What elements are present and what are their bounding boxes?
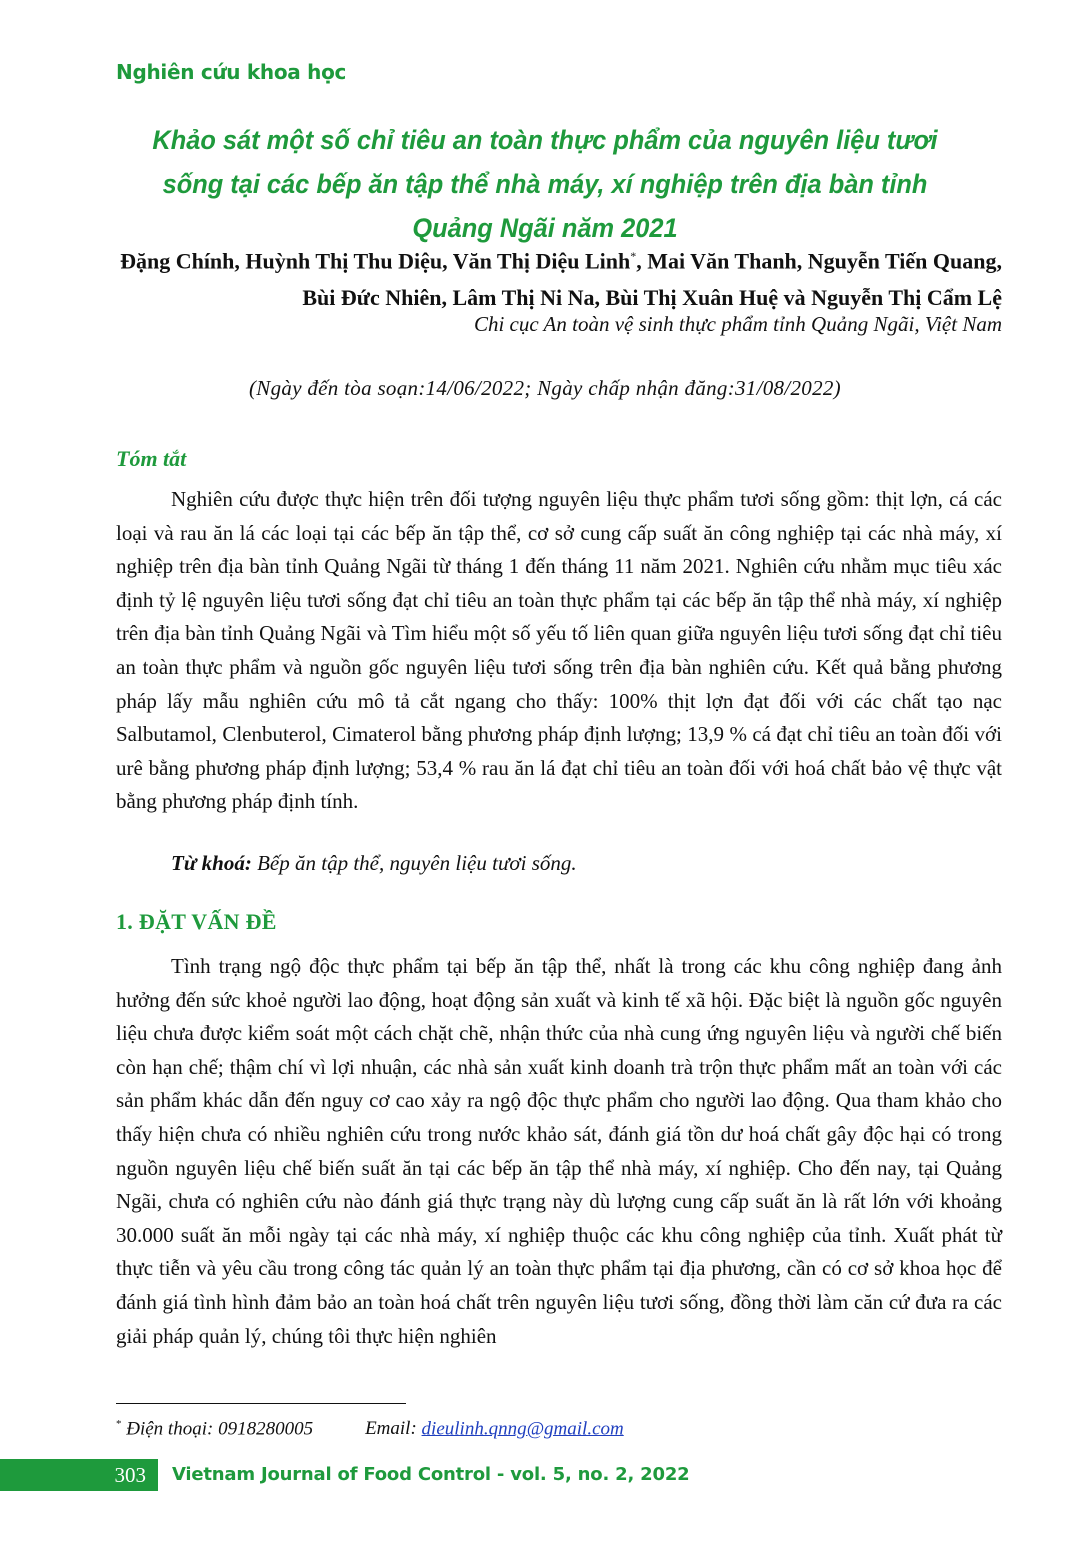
keywords (171, 851, 577, 876)
email-link[interactable]: dieulinh.qnng@gmail.com (421, 1418, 624, 1440)
footnote-phone: Điện thoại: 0918280005 (121, 1418, 314, 1440)
keywords-text: Bếp ăn tập thể, nguyên liệu tươi sống. (251, 851, 577, 875)
affiliation: Chi cục An toàn vệ sinh thực phẩm tỉnh Quảng Ngãi, Việt Nam (473, 312, 1002, 336)
footnote-rule (116, 1403, 406, 1404)
authors-part2: , Mai Văn Thanh, Nguyễn Tiến Quang, Bùi Đức Nhiên, Lâm Thị Ni Na, Bùi Thị Xuân Huệ và Nguyễn Thị Cẩm Lệ (302, 248, 1002, 311)
section-heading: 1. ĐẶT VẤN ĐỀ (116, 909, 277, 934)
abstract-heading: Tóm tắt (116, 446, 187, 471)
section-tag: Nghiên cứu khoa học (116, 60, 347, 84)
article-title: Khảo sát một số chỉ tiêu an toàn thực phẩm của nguyên liệu tươi sống tại các bếp ăn tập thể nhà máy, xí nghiệp trên địa bàn tỉnh Quảng Ngãi năm 2021 (152, 125, 938, 243)
abstract-text: Nghiên cứu được thực hiện trên đối tượng nguyên liệu thực phẩm tươi sống gồm: thịt lợn, cá các loại và rau ăn lá các loại tại các bếp ăn tập thể, cơ sở cung cấp suất ăn công nghiệp tại các nhà máy, xí nghiệp trên địa bàn tỉnh Quảng Ngãi từ tháng 1 đến tháng 11 năm 2021. Nghiên cứu nhằm mục tiêu xác định tỷ lệ nguyên liệu tươi sống đạt chỉ tiêu an toàn thực phẩm tại các bếp ăn tập thể nhà máy, xí nghiệp trên địa bàn tỉnh Quảng Ngãi và Tìm hiểu một số yếu tố liên quan giữa nguyên liệu tươi sống đạt chỉ tiêu an toàn thực phẩm và nguồn gốc nguyên liệu tươi sống trên địa bàn nghiên cứu. Kết quả bằng phương pháp lấy mẫu nghiên cứu mô tả cắt ngang cho thấy: 100% thịt lợn đạt đối với các chất tạo nạc Salbutamol, Clenbuterol, Cimaterol bằng phương pháp định lượng; 13,9 % cá đạt chỉ tiêu an toàn đối với urê bằng phương pháp định lượng; 53,4 % rau ăn lá đạt chỉ tiêu an toàn đối với hoá chất bảo vệ thực vật bằng phương pháp định tính. (116, 487, 1002, 814)
page-footer (0, 1459, 1090, 1491)
author-list (102, 238, 1002, 316)
page-number: 303 (0, 1459, 158, 1491)
footnote (116, 1418, 624, 1440)
keywords-label: Từ khoá: (171, 851, 252, 875)
corresponding-star: * (630, 249, 637, 263)
section-body: Tình trạng ngộ độc thực phẩm tại bếp ăn tập thể, nhất là trong các khu công nghiệp đang ảnh hưởng đến sức khoẻ người lao động, hoạt động sản xuất và kinh tế xã hội. Đặc biệt là nguồn gốc nguyên liệu chưa được kiểm soát một cách chặt chẽ, nhận thức của nhà cung ứng nguyên liệu và người chế biến còn hạn chế; thậm chí vì lợi nhuận, các nhà sản xuất kinh doanh trà trộn thực phẩm mất an toàn với các sản phẩm khác dẫn đến nguy cơ cao xảy ra ngộ độc thực phẩm cho người lao động. Qua tham khảo cho thấy hiện chưa có nhiều nghiên cứu trong nước khảo sát, đánh giá tồn dư hoá chất gây độc hại có trong nguồn nguyên liệu chế biến suất ăn tại các bếp ăn tập thể nhà máy, xí nghiệp. Cho đến nay, tại Quảng Ngãi, chưa có nghiên cứu nào đánh giá thực trạng này dù lượng cung cấp suất ăn là rất lớn với khoảng 30.000 suất ăn mỗi ngày tại các nhà máy, xí nghiệp thuộc các khu công nghiệp của tỉnh. Xuất phát từ thực tiễn và yêu cầu trong công tác quản lý an toàn thực phẩm tại địa phương, cần có cơ sở khoa học để đánh giá tình hình đảm bảo an toàn hoá chất trên nguyên liệu tươi sống, đồng thời làm căn cứ đưa ra các giải pháp quản lý, chúng tôi thực hiện nghiên (116, 954, 1002, 1348)
submission-dates: (Ngày đến tòa soạn:14/06/2022; Ngày chấp nhận đăng:31/08/2022) (249, 376, 841, 400)
footnote-star: * (116, 1418, 122, 1430)
authors-part1: Đặng Chính, Huỳnh Thị Thu Diệu, Văn Thị Diệu Linh (120, 248, 631, 274)
journal-name: Vietnam Journal of Food Control - vol. 5, no. 2, 2022 (172, 1464, 690, 1485)
footnote-email-label: Email: (365, 1418, 422, 1440)
